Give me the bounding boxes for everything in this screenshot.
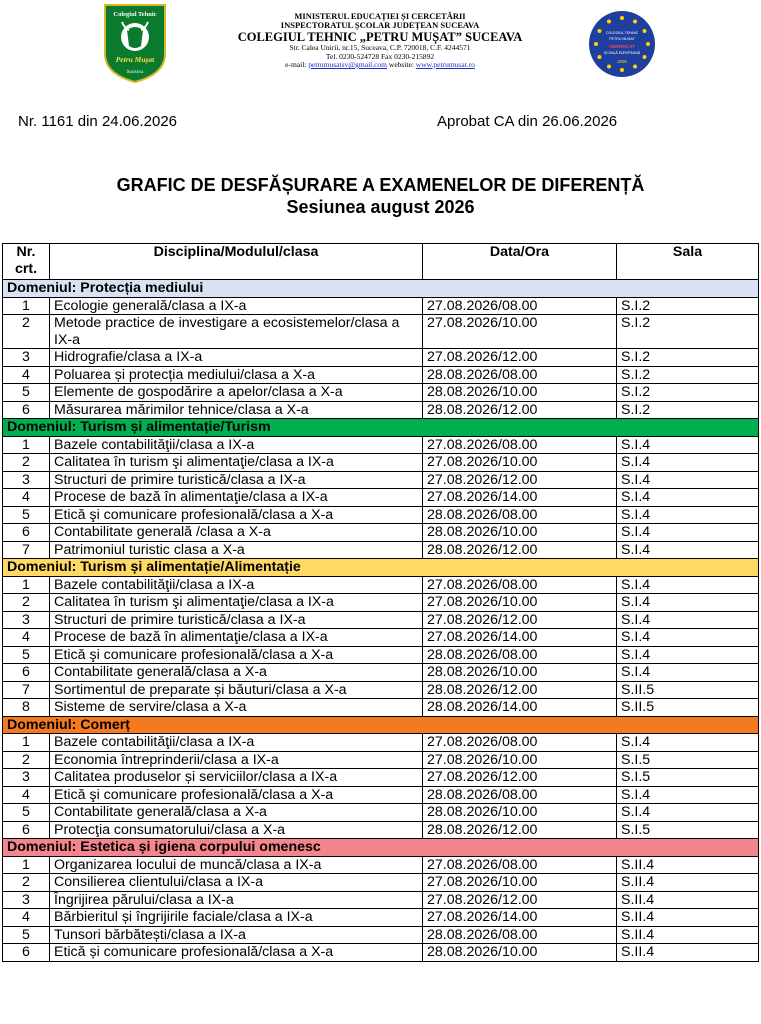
- institution-block: [210, 12, 550, 69]
- row-room: S.II.4: [617, 856, 759, 874]
- table-row: [3, 297, 759, 315]
- row-discipline: Bazele contabilităţii/clasa a IX-a: [50, 436, 423, 454]
- row-room: S.I.4: [617, 629, 759, 647]
- domain-row: [3, 559, 759, 577]
- row-discipline: Patrimoniul turistic clasa a X-a: [50, 541, 423, 559]
- row-discipline: Sisteme de servire/clasa a X-a: [50, 699, 423, 717]
- row-room: S.I.5: [617, 769, 759, 787]
- table-row: [3, 734, 759, 752]
- document-number: Nr. 1161 din 24.06.2026: [18, 113, 178, 130]
- row-datetime: 28.08.2026/12.00: [423, 681, 617, 699]
- row-number: 4: [3, 366, 50, 384]
- row-datetime: 27.08.2026/08.00: [423, 576, 617, 594]
- table-row: [3, 769, 759, 787]
- row-room: S.I.4: [617, 506, 759, 524]
- domain-row: [3, 839, 759, 857]
- row-discipline: Consilierea clientului/clasa a IX-a: [50, 874, 423, 892]
- table-row: [3, 909, 759, 927]
- badge-line3: CERTIFICAT: [609, 44, 635, 49]
- row-number: 1: [3, 734, 50, 752]
- domain-title: Domeniul: Protecția mediului: [3, 280, 759, 298]
- row-number: 5: [3, 926, 50, 944]
- row-datetime: 27.08.2026/12.00: [423, 769, 617, 787]
- domain-title: Domeniul: Estetica și igiena corpului omenesc: [3, 839, 759, 857]
- table-row: [3, 681, 759, 699]
- row-datetime: 27.08.2026/10.00: [423, 454, 617, 472]
- row-number: 3: [3, 349, 50, 367]
- row-discipline: Măsurarea mărimilor tehnice/clasa a X-a: [50, 401, 423, 419]
- row-discipline: Etică şi comunicare profesională/clasa a X-a: [50, 506, 423, 524]
- row-discipline: Etică şi comunicare profesională/clasa a X-a: [50, 786, 423, 804]
- row-discipline: Poluarea și protecția mediului/clasa a X-a: [50, 366, 423, 384]
- row-room: S.I.5: [617, 821, 759, 839]
- row-discipline: Economia întreprinderii/clasa a IX-a: [50, 751, 423, 769]
- approval-note: Aprobat CA din 26.06.2026: [437, 113, 618, 130]
- row-datetime: 28.08.2026/08.00: [423, 786, 617, 804]
- row-number: 4: [3, 629, 50, 647]
- row-number: 1: [3, 576, 50, 594]
- row-discipline: Îngrijirea părului/clasa a IX-a: [50, 891, 423, 909]
- row-datetime: 27.08.2026/08.00: [423, 856, 617, 874]
- row-room: S.I.4: [617, 646, 759, 664]
- table-row: [3, 891, 759, 909]
- row-room: S.I.2: [617, 297, 759, 315]
- row-number: 6: [3, 821, 50, 839]
- row-room: S.I.2: [617, 401, 759, 419]
- row-discipline: Organizarea locului de muncă/clasa a IX-a: [50, 856, 423, 874]
- row-discipline: Ecologie generală/clasa a IX-a: [50, 297, 423, 315]
- row-number: 6: [3, 524, 50, 542]
- row-room: S.II.4: [617, 944, 759, 962]
- row-number: 5: [3, 804, 50, 822]
- header-date: Data/Ora: [423, 244, 617, 280]
- row-datetime: 27.08.2026/12.00: [423, 891, 617, 909]
- row-number: 6: [3, 401, 50, 419]
- row-datetime: 28.08.2026/08.00: [423, 926, 617, 944]
- row-room: S.II.4: [617, 891, 759, 909]
- row-datetime: 27.08.2026/14.00: [423, 629, 617, 647]
- row-room: S.I.4: [617, 489, 759, 507]
- row-number: 7: [3, 681, 50, 699]
- row-datetime: 27.08.2026/10.00: [423, 751, 617, 769]
- table-row: [3, 384, 759, 402]
- table-row: [3, 506, 759, 524]
- row-room: S.I.2: [617, 366, 759, 384]
- row-number: 2: [3, 315, 50, 349]
- row-room: S.I.4: [617, 576, 759, 594]
- table-row: [3, 349, 759, 367]
- school-crest-logo: [102, 2, 168, 84]
- table-row: [3, 944, 759, 962]
- row-datetime: 28.08.2026/08.00: [423, 506, 617, 524]
- table-row: [3, 751, 759, 769]
- row-datetime: 27.08.2026/10.00: [423, 874, 617, 892]
- row-number: 1: [3, 297, 50, 315]
- website-label: website:: [388, 59, 414, 69]
- row-discipline: Etică şi comunicare profesională/clasa a X-a: [50, 646, 423, 664]
- row-room: S.I.2: [617, 384, 759, 402]
- domain-row: [3, 419, 759, 437]
- row-discipline: Etică și comunicare profesională/clasa a X-a: [50, 944, 423, 962]
- header-nr: Nr. crt.: [3, 244, 50, 280]
- row-datetime: 27.08.2026/08.00: [423, 297, 617, 315]
- row-discipline: Bazele contabilităţii/clasa a IX-a: [50, 734, 423, 752]
- table-row: [3, 541, 759, 559]
- row-discipline: Structuri de primire turistică/clasa a IX-a: [50, 471, 423, 489]
- row-datetime: 27.08.2026/10.00: [423, 594, 617, 612]
- table-row: [3, 664, 759, 682]
- domain-title: Domeniul: Turism și alimentație/Turism: [3, 419, 759, 437]
- row-number: 3: [3, 611, 50, 629]
- row-datetime: 28.08.2026/10.00: [423, 664, 617, 682]
- table-row: [3, 366, 759, 384]
- row-datetime: 28.08.2026/12.00: [423, 401, 617, 419]
- row-room: S.II.4: [617, 909, 759, 927]
- european-school-badge: [588, 10, 656, 78]
- row-number: 2: [3, 751, 50, 769]
- table-row: [3, 699, 759, 717]
- header-discipline: Disciplina/Modulul/clasa: [50, 244, 423, 280]
- row-number: 3: [3, 471, 50, 489]
- table-row: [3, 454, 759, 472]
- row-discipline: Tunsori bărbătești/clasa a IX-a: [50, 926, 423, 944]
- row-number: 5: [3, 646, 50, 664]
- phone-line: Tel. 0230-524728 Fax 0230-215892: [325, 51, 435, 61]
- table-row: [3, 594, 759, 612]
- row-discipline: Calitatea în turism şi alimentaţie/clasa a IX-a: [50, 594, 423, 612]
- row-room: S.I.4: [617, 664, 759, 682]
- row-room: S.I.4: [617, 804, 759, 822]
- row-room: S.I.4: [617, 454, 759, 472]
- header-room: Sala: [617, 244, 759, 280]
- row-number: 6: [3, 664, 50, 682]
- row-discipline: Procese de bază în alimentaţie/clasa a IX-a: [50, 489, 423, 507]
- row-number: 2: [3, 594, 50, 612]
- row-number: 5: [3, 384, 50, 402]
- row-number: 1: [3, 856, 50, 874]
- row-datetime: 28.08.2026/10.00: [423, 944, 617, 962]
- row-room: S.I.4: [617, 734, 759, 752]
- row-discipline: Structuri de primire turistică/clasa a IX-a: [50, 611, 423, 629]
- row-number: 1: [3, 436, 50, 454]
- row-number: 4: [3, 909, 50, 927]
- letterhead: [0, 0, 761, 90]
- row-number: 2: [3, 874, 50, 892]
- row-datetime: 27.08.2026/12.00: [423, 611, 617, 629]
- badge-year: 2008: [617, 59, 627, 64]
- row-room: S.II.4: [617, 874, 759, 892]
- table-row: [3, 786, 759, 804]
- ministry-line: MINISTERUL EDUCAȚIEI ȘI CERCETĂRII: [294, 11, 466, 21]
- row-discipline: Contabilitate generală/clasa a X-a: [50, 664, 423, 682]
- row-room: S.I.2: [617, 315, 759, 349]
- table-row: [3, 611, 759, 629]
- row-number: 3: [3, 769, 50, 787]
- title-main: GRAFIC DE DESFĂȘURARE A EXAMENELOR DE DIFERENȚĂ: [116, 175, 645, 195]
- row-datetime: 27.08.2026/10.00: [423, 315, 617, 349]
- row-discipline: Bazele contabilităţii/clasa a IX-a: [50, 576, 423, 594]
- row-room: S.I.4: [617, 471, 759, 489]
- row-room: S.II.4: [617, 926, 759, 944]
- row-discipline: Sortimentul de preparate și băuturi/clasa a X-a: [50, 681, 423, 699]
- table-row: [3, 471, 759, 489]
- row-discipline: Bărbieritul și îngrijirile faciale/clasa a IX-a: [50, 909, 423, 927]
- row-discipline: Elemente de gospodărire a apelor/clasa a X-a: [50, 384, 423, 402]
- email-label: e-mail:: [285, 59, 307, 69]
- row-datetime: 28.08.2026/12.00: [423, 821, 617, 839]
- row-room: S.I.2: [617, 349, 759, 367]
- row-datetime: 28.08.2026/08.00: [423, 366, 617, 384]
- row-room: S.I.4: [617, 594, 759, 612]
- table-row: [3, 856, 759, 874]
- row-room: S.I.4: [617, 524, 759, 542]
- table-row: [3, 821, 759, 839]
- row-number: 7: [3, 541, 50, 559]
- exam-schedule-table: [2, 243, 759, 962]
- contact-line: [210, 61, 550, 69]
- table-row: [3, 524, 759, 542]
- row-number: 8: [3, 699, 50, 717]
- table-row: [3, 436, 759, 454]
- row-datetime: 28.08.2026/10.00: [423, 804, 617, 822]
- row-discipline: Metode practice de investigare a ecosistemelor/clasa a IX-a: [50, 315, 423, 349]
- row-number: 5: [3, 506, 50, 524]
- row-number: 4: [3, 786, 50, 804]
- table-row: [3, 315, 759, 349]
- row-discipline: Contabilitate generală/clasa a X-a: [50, 804, 423, 822]
- row-discipline: Protecţia consumatorului/clasa a X-a: [50, 821, 423, 839]
- crest-top-text: Colegiul Tehnic: [113, 11, 157, 18]
- row-number: 3: [3, 891, 50, 909]
- badge-line2: PETRU MUȘAT: [609, 37, 635, 41]
- document-title: [0, 175, 761, 218]
- row-datetime: 28.08.2026/08.00: [423, 646, 617, 664]
- row-room: S.II.5: [617, 681, 759, 699]
- crest-name-text: Petru Mușat: [115, 55, 155, 64]
- school-name: COLEGIUL TEHNIC „PETRU MUȘAT” SUCEAVA: [237, 29, 523, 44]
- domain-title: Domeniul: Turism și alimentație/Alimentație: [3, 559, 759, 577]
- row-number: 4: [3, 489, 50, 507]
- row-datetime: 28.08.2026/14.00: [423, 699, 617, 717]
- title-session: Sesiunea august 2026: [286, 196, 475, 217]
- table-row: [3, 489, 759, 507]
- badge-line1: COLEGIUL TEHNIC: [605, 31, 639, 35]
- table-row: [3, 629, 759, 647]
- table-row: [3, 576, 759, 594]
- row-datetime: 27.08.2026/14.00: [423, 909, 617, 927]
- address-line: Str. Calea Unirii, nr.15, Suceava, C.P. 720018, C.F. 4244571: [289, 43, 471, 53]
- row-discipline: Procese de bază în alimentaţie/clasa a IX-a: [50, 629, 423, 647]
- badge-line4: ȘCOALĂ EUROPEANĂ: [604, 51, 640, 55]
- row-discipline: Calitatea în turism şi alimentaţie/clasa a IX-a: [50, 454, 423, 472]
- row-datetime: 27.08.2026/08.00: [423, 436, 617, 454]
- row-room: S.I.5: [617, 751, 759, 769]
- table-row: [3, 874, 759, 892]
- crest-city-text: Suceava: [126, 70, 144, 75]
- row-datetime: 27.08.2026/12.00: [423, 349, 617, 367]
- row-datetime: 28.08.2026/12.00: [423, 541, 617, 559]
- row-number: 2: [3, 454, 50, 472]
- row-datetime: 27.08.2026/12.00: [423, 471, 617, 489]
- table-body: [3, 280, 759, 962]
- row-number: 6: [3, 944, 50, 962]
- website-link[interactable]: www.petrumusat.ro: [415, 59, 475, 69]
- row-datetime: 27.08.2026/14.00: [423, 489, 617, 507]
- domain-title: Domeniul: Comerț: [3, 716, 759, 734]
- table-row: [3, 804, 759, 822]
- table-header-row: [3, 244, 759, 280]
- row-room: S.I.4: [617, 786, 759, 804]
- table-row: [3, 926, 759, 944]
- email-link[interactable]: petrumusatsv@gmail.com: [308, 59, 388, 69]
- row-discipline: Calitatea produselor și serviciilor/clasa a IX-a: [50, 769, 423, 787]
- table-row: [3, 401, 759, 419]
- row-room: S.I.4: [617, 541, 759, 559]
- row-datetime: 28.08.2026/10.00: [423, 384, 617, 402]
- row-datetime: 27.08.2026/08.00: [423, 734, 617, 752]
- domain-row: [3, 716, 759, 734]
- inspectorate-line: INSPECTORATUL ȘCOLAR JUDEȚEAN SUCEAVA: [280, 20, 480, 31]
- row-room: S.I.4: [617, 436, 759, 454]
- domain-row: [3, 280, 759, 298]
- row-discipline: Contabilitate generală /clasa a X-a: [50, 524, 423, 542]
- table-row: [3, 646, 759, 664]
- row-room: S.II.5: [617, 699, 759, 717]
- row-discipline: Hidrografie/clasa a IX-a: [50, 349, 423, 367]
- row-room: S.I.4: [617, 611, 759, 629]
- row-datetime: 28.08.2026/10.00: [423, 524, 617, 542]
